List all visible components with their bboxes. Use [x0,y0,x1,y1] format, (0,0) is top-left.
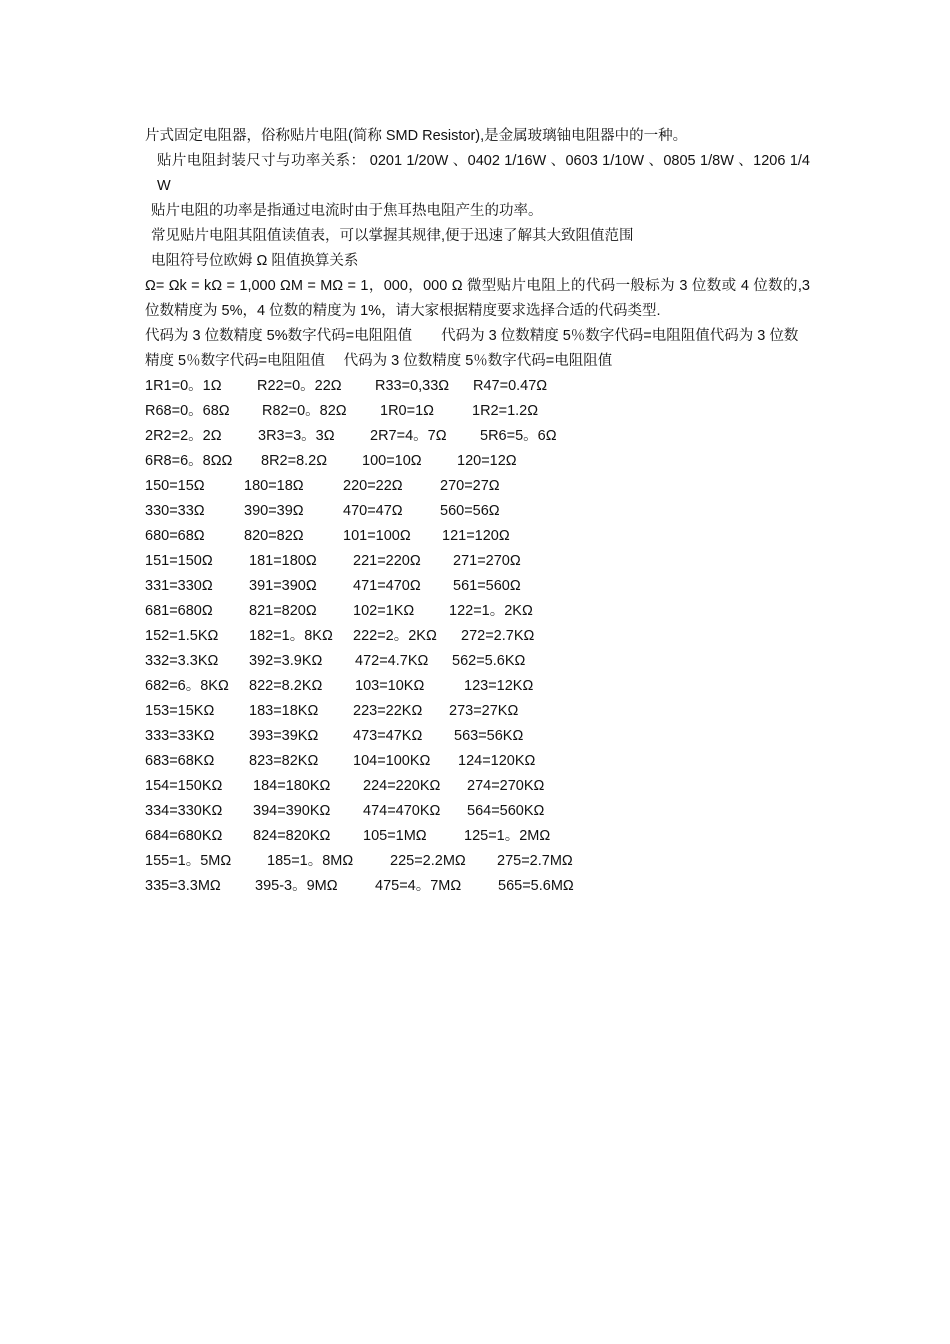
code-table-cell: 565=5.6MΩ [498,878,574,894]
code-table-cell: 474=470KΩ [363,803,441,819]
code-table-cell: 3R3=3。3Ω [258,428,335,444]
code-table-cell: 102=1KΩ [353,603,415,619]
code-table-cell: 155=1。5MΩ [145,853,232,869]
code-table-row [145,749,810,774]
code-table-cell: 562=5.6KΩ [452,653,526,669]
code-table-cell: 180=18Ω [244,478,304,494]
code-table-cell: R82=0。82Ω [262,403,347,419]
code-table-cell: 334=330KΩ [145,803,223,819]
code-table-cell: 182=1。8KΩ [249,628,333,644]
code-table-cell: 150=15Ω [145,478,205,494]
code-table-cell: 683=68KΩ [145,753,215,769]
code-table-cell: 561=560Ω [453,578,521,594]
code-table-cell: 185=1。8MΩ [267,853,354,869]
code-table-cell: 100=10Ω [362,453,422,469]
code-table-cell: 224=220KΩ [363,778,441,794]
code-table-row [145,799,810,824]
code-table-cell: 123=12KΩ [464,678,534,694]
code-table-cell: 394=390KΩ [253,803,331,819]
code-table-cell: 824=820KΩ [253,828,331,844]
code-table-cell: 124=120KΩ [458,753,536,769]
code-table-cell: 823=82KΩ [249,753,319,769]
code-table-cell: 392=3.9KΩ [249,653,323,669]
code-table-row [145,524,810,549]
code-table-cell: 103=10KΩ [355,678,425,694]
code-table-row [145,774,810,799]
code-table-cell: R68=0。68Ω [145,403,230,419]
code-table-cell: 104=100KΩ [353,753,431,769]
code-table-row [145,699,810,724]
code-table-row [145,849,810,874]
code-table-cell: 273=27KΩ [449,703,519,719]
power-definition-paragraph: 贴片电阻的功率是指通过电流时由于焦耳热电阻产生的功率。 [151,203,543,219]
code-table-cell: 105=1MΩ [363,828,427,844]
code-table-row [145,599,810,624]
ohm-symbol-paragraph: 电阻符号位欧姆 Ω 阻值换算关系 [151,253,359,269]
code-table-cell: 151=150Ω [145,553,213,569]
code-table-row [145,649,810,674]
code-table-row [145,449,810,474]
code-table-cell: 390=39Ω [244,503,304,519]
unit-conversion-paragraph: Ω= Ωk = kΩ = 1,000 ΩM = MΩ = 1，000，000 Ω 微型贴片电阻上的代码一般标为 3 位数或 4 位数的,3 位数精度为 5%，4 位数的精度为 1%，请大家根据精度要求选择合适的代码类型. [145,278,810,319]
code-table-row [145,674,810,699]
code-table-cell: 2R2=2。2Ω [145,428,222,444]
code-table-cell: 680=68Ω [145,528,205,544]
code-table-cell: 271=270Ω [453,553,521,569]
document-body [145,124,810,899]
code-table-cell: 220=22Ω [343,478,403,494]
code-table-cell: 560=56Ω [440,503,500,519]
code-table-cell: 122=1。2KΩ [449,603,533,619]
code-table-cell: 473=47KΩ [353,728,423,744]
intro-paragraph: 片式固定电阻器，俗称贴片电阻(简称 SMD Resistor),是金属玻璃铀电阻器中的一种。 [145,128,688,144]
code-table-cell: R47=0.47Ω [473,378,548,394]
code-table-cell: 121=120Ω [442,528,510,544]
code-table-row [145,499,810,524]
package-power-paragraph: 贴片电阻封装尺寸与功率关系： 0201 1/20W 、0402 1/16W 、0603 1/10W 、0805 1/8W 、1206 1/4W [157,153,810,194]
code-table-cell: R22=0。22Ω [257,378,342,394]
code-table-cell: 225=2.2MΩ [390,853,466,869]
code-table-row [145,624,810,649]
code-table-cell: 335=3.3MΩ [145,878,221,894]
reading-table-intro-paragraph: 常见贴片电阻其阻值读值表，可以掌握其规律,便于迅速了解其大致阻值范围 [151,228,634,244]
code-table-row [145,549,810,574]
code-table-cell: 272=2.7KΩ [461,628,535,644]
code-table-row [145,824,810,849]
code-table-cell: 153=15KΩ [145,703,215,719]
code-table-cell: 395-3。9MΩ [255,878,338,894]
code-table-cell: 120=12Ω [457,453,517,469]
code-table-cell: 822=8.2KΩ [249,678,323,694]
code-table-cell: 564=560KΩ [467,803,545,819]
code-table-cell: 222=2。2KΩ [353,628,437,644]
code-table-cell: 331=330Ω [145,578,213,594]
code-table-cell: 154=150KΩ [145,778,223,794]
code-table-cell: 8R2=8.2Ω [261,453,328,469]
code-table-cell: 270=27Ω [440,478,500,494]
code-table-cell: 821=820Ω [249,603,317,619]
code-table-cell: 152=1.5KΩ [145,628,219,644]
code-table-row [145,474,810,499]
code-table-cell: 6R8=6。8ΩΩ [145,453,233,469]
code-table-cell: 183=18KΩ [249,703,319,719]
code-table-cell: 820=82Ω [244,528,304,544]
code-table-cell: R33=0,33Ω [375,378,450,394]
code-table-row [145,424,810,449]
code-table-cell: 1R2=1.2Ω [472,403,539,419]
code-table-cell: 181=180Ω [249,553,317,569]
code-table-cell: 475=4。7MΩ [375,878,462,894]
code-table-row [145,724,810,749]
code-table-cell: 681=680Ω [145,603,213,619]
code-table-row [145,874,810,899]
code-header-paragraph-1: 代码为 3 位数精度 5%数字代码=电阻阻值 代码为 3 位数精度 5％数字代码=电阻阻值代码为 3 位数 [145,328,799,344]
code-table-row [145,374,810,399]
code-table-cell: 5R6=5。6Ω [480,428,557,444]
code-table-cell: 101=100Ω [343,528,411,544]
code-table-cell: 682=6。8KΩ [145,678,229,694]
code-table-cell: 471=470Ω [353,578,421,594]
code-table-cell: 221=220Ω [353,553,421,569]
code-table-cell: 684=680KΩ [145,828,223,844]
code-table-cell: 274=270KΩ [467,778,545,794]
code-table-cell: 125=1。2MΩ [464,828,551,844]
code-table-cell: 1R1=0。1Ω [145,378,222,394]
code-table-cell: 184=180KΩ [253,778,331,794]
code-table-cell: 563=56KΩ [454,728,524,744]
resistor-code-table [145,374,810,899]
code-table-cell: 275=2.7MΩ [497,853,573,869]
code-table-cell: 391=390Ω [249,578,317,594]
code-table-cell: 333=33KΩ [145,728,215,744]
code-table-row [145,399,810,424]
code-table-row [145,574,810,599]
code-table-cell: 1R0=1Ω [380,403,434,419]
code-table-cell: 330=33Ω [145,503,205,519]
code-table-cell: 223=22KΩ [353,703,423,719]
code-header-paragraph-2: 精度 5％数字代码=电阻阻值 代码为 3 位数精度 5％数字代码=电阻阻值 [145,353,613,369]
code-table-cell: 2R7=4。7Ω [370,428,447,444]
code-table-cell: 332=3.3KΩ [145,653,219,669]
code-table-cell: 393=39KΩ [249,728,319,744]
code-table-cell: 472=4.7KΩ [355,653,429,669]
code-table-cell: 470=47Ω [343,503,403,519]
